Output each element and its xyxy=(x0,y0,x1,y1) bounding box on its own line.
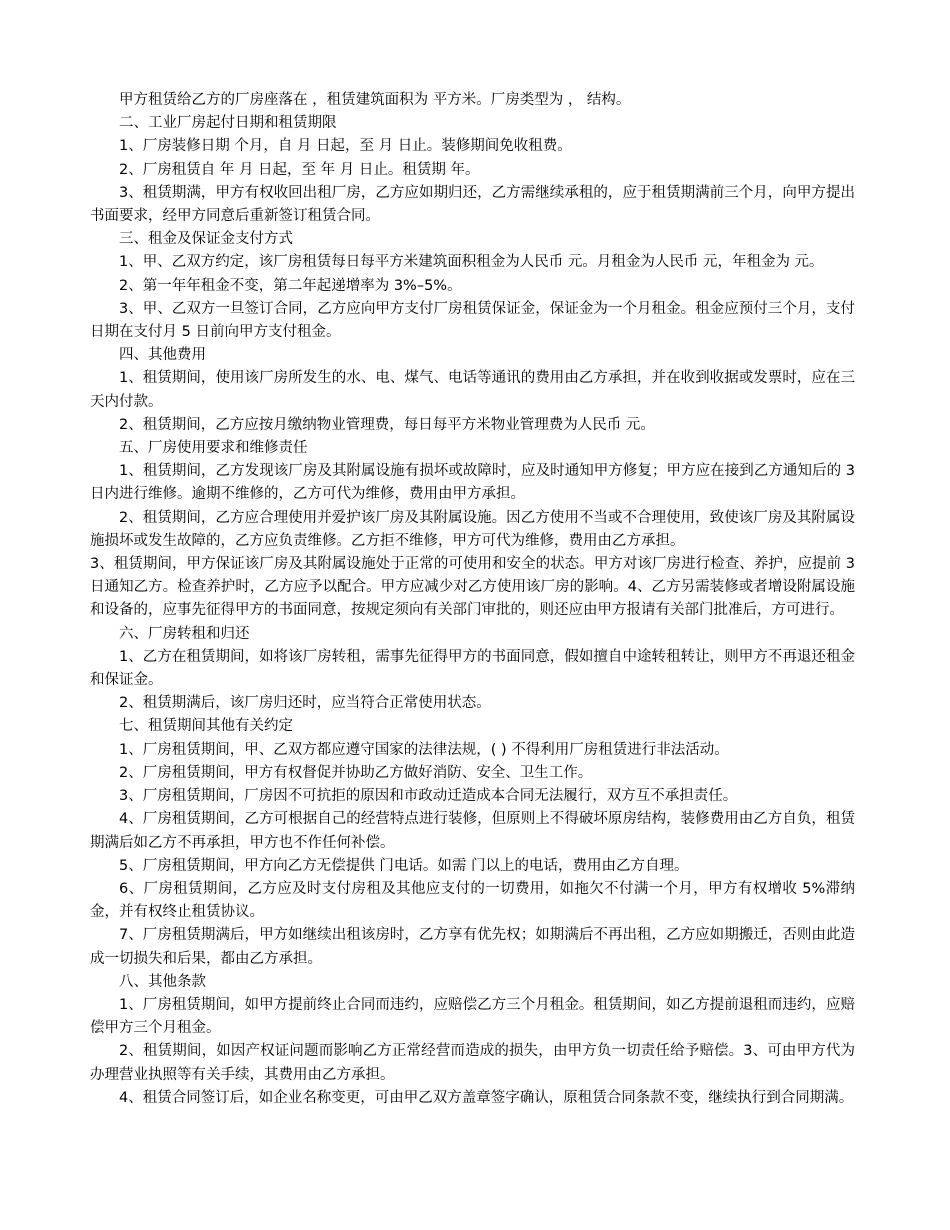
clause-7-3: 3、厂房租赁期间，厂房因不可抗拒的原因和市政动迁造成本合同无法履行，双方互不承担责任。 xyxy=(119,788,738,805)
clause-2-2: 2、厂房租赁自 年 月 日起，至 年 月 日止。租赁期 年。 xyxy=(119,161,480,178)
clause-8-4: 4、租赁合同签订后，如企业名称变更，可由甲乙双方盖章签字确认，原租赁合同条款不变，继续执行到合同期满。 xyxy=(119,1089,854,1106)
section-heading-6: 六、厂房转租和归还 xyxy=(119,625,250,642)
clause-5-3: 3、租赁期间，甲方保证该厂房及其附属设施处于正常的可使用和安全的状态。甲方对该厂房进行检查、养护，应提前 3 日通知乙方。检查养护时，乙方应予以配合。甲方应减少对乙方使用该厂房的影响。4、乙方另需装修或者增设附属设施和设备的，应事先征得甲方的书面同意，按规定须向有关部门审批的，则还应由甲方报请有关部门批准后，方可进行。 xyxy=(90,556,855,619)
intro-paragraph: 甲方租赁给乙方的厂房座落在 ，租赁建筑面积为 平方米。厂房类型为 ， 结构。 xyxy=(119,92,631,108)
clause-3-1: 1、甲、乙双方约定，该厂房租赁每日每平方米建筑面积租金为人民币 元。月租金为人民币 元，年租金为 元。 xyxy=(119,254,824,271)
clause-8-1: 1、厂房租赁期间，如甲方提前终止合同而违约，应赔偿乙方三个月租金。租赁期间，如乙方提前退租而违约，应赔偿甲方三个月租金。 xyxy=(90,996,855,1037)
clause-2-3: 3、租赁期满，甲方有权收回出租厂房，乙方应如期归还，乙方需继续承租的，应于租赁期满前三个月，向甲方提出书面要求，经甲方同意后重新签订租赁合同。 xyxy=(90,184,855,225)
clause-7-2: 2、厂房租赁期间，甲方有权督促并协助乙方做好消防、安全、卫生工作。 xyxy=(119,764,593,781)
section-heading-8: 八、其他条款 xyxy=(119,973,206,990)
section-heading-2: 二、工业厂房起付日期和租赁期限 xyxy=(119,115,337,132)
clause-7-4: 4、厂房租赁期间，乙方可根据自己的经营特点进行装修，但原则上不得破坏原房结构，装修费用由乙方自负，租赁期满后如乙方不再承担，甲方也不作任何补偿。 xyxy=(90,811,855,851)
clause-5-1: 1、租赁期间，乙方发现该厂房及其附属设施有损坏或故障时，应及时通知甲方修复；甲方应在接到乙方通知后的 3 日内进行维修。逾期不维修的，乙方可代为维修，费用由甲方承担。 xyxy=(90,463,855,503)
clause-7-6: 6、厂房租赁期间，乙方应及时支付房租及其他应支付的一切费用，如拖欠不付满一个月，甲方有权增收 5%滞纳金，并有权终止租赁协议。 xyxy=(90,880,855,921)
section-heading-4: 四、其他费用 xyxy=(119,347,206,364)
clause-8-2: 2、租赁期间，如因产权证问题而影响乙方正常经营而造成的损失，由甲方负一切责任给予赔偿。3、可由甲方代为办理营业执照等有关手续，其费用由乙方承担。 xyxy=(90,1043,855,1083)
clause-7-5: 5、厂房租赁期间，甲方向乙方无偿提供 门电话。如需 门以上的电话，费用由乙方自理。 xyxy=(119,857,689,874)
section-heading-5: 五、厂房使用要求和维修责任 xyxy=(119,440,308,457)
clause-7-1: 1、厂房租赁期间，甲、乙双方都应遵守国家的法律法规，( ) 不得利用厂房租赁进行非法活动。 xyxy=(119,741,729,758)
clause-6-1: 1、乙方在租赁期间，如将该厂房转租，需事先征得甲方的书面同意，假如擅自中途转租转让，则甲方不再退还租金和保证金。 xyxy=(90,648,855,689)
clause-5-2: 2、租赁期间，乙方应合理使用并爱护该厂房及其附属设施。因乙方使用不当或不合理使用，致使该厂房及其附属设施损坏或发生故障的，乙方应负责维修。乙方拒不维修，甲方可代为维修，费用由乙方承担。 xyxy=(90,509,855,549)
clause-2-1: 1、厂房装修日期 个月，自 月 日起，至 月 日止。装修期间免收租费。 xyxy=(119,138,572,155)
clause-4-2: 2、租赁期间，乙方应按月缴纳物业管理费，每日每平方米物业管理费为人民币 元。 xyxy=(119,416,655,433)
clause-7-7: 7、厂房租赁期满后，甲方如继续出租该房时，乙方享有优先权；如期满后不再出租，乙方应如期搬迁，否则由此造成一切损失和后果，都由乙方承担。 xyxy=(90,927,855,967)
clause-4-1: 1、租赁期间，使用该厂房所发生的水、电、煤气、电话等通讯的费用由乙方承担，并在收到收据或发票时，应在三天内付款。 xyxy=(90,370,855,410)
section-heading-3: 三、租金及保证金支付方式 xyxy=(119,231,293,248)
document-body xyxy=(90,89,855,1110)
section-heading-7: 七、租赁期间其他有关约定 xyxy=(119,718,293,735)
clause-3-3: 3、甲、乙双方一旦签订合同，乙方应向甲方支付厂房租赁保证金，保证金为一个月租金。租金应预付三个月，支付日期在支付月 5 日前向甲方支付租金。 xyxy=(90,300,855,341)
clause-3-2: 2、第一年年租金不变，第二年起递增率为 3%–5%。 xyxy=(119,277,462,294)
clause-6-2: 2、租赁期满后，该厂房归还时，应当符合正常使用状态。 xyxy=(119,695,491,712)
